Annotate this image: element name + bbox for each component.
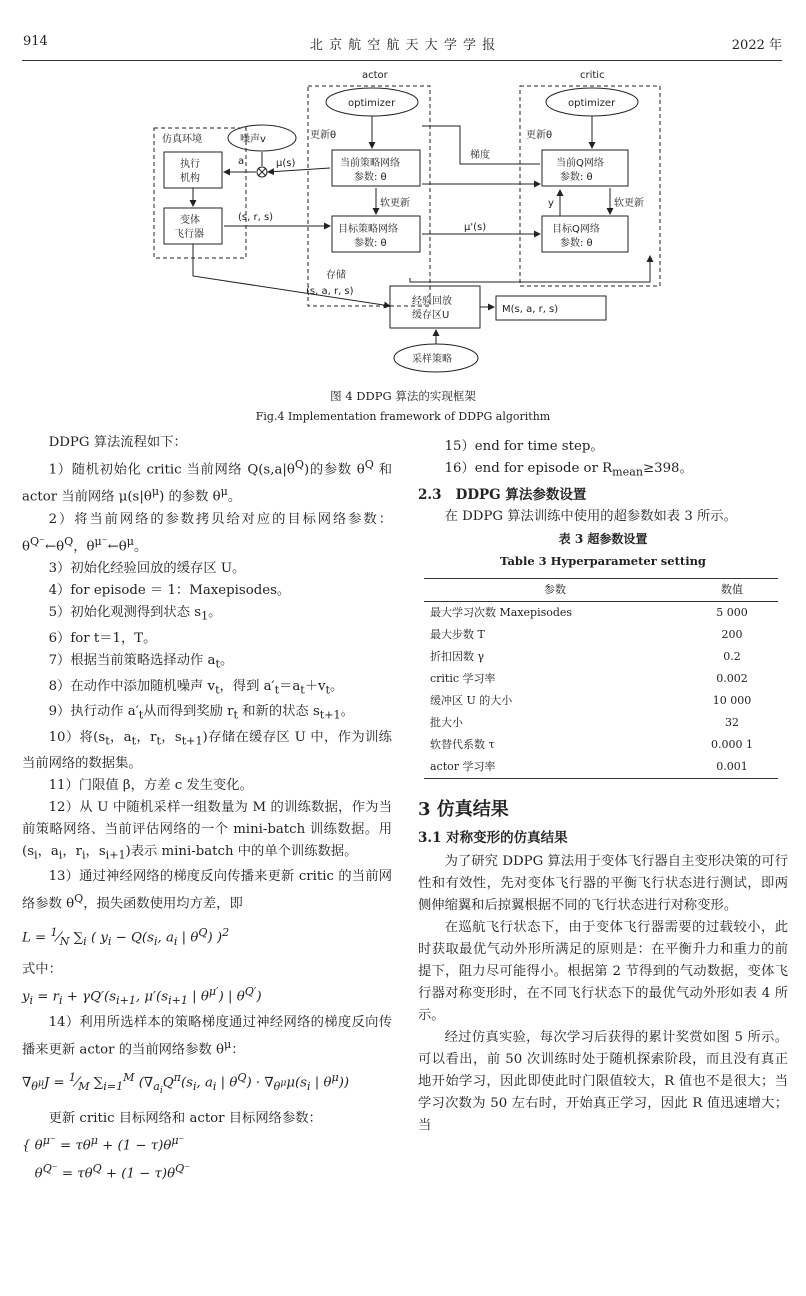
- gradient-label: 梯度: [470, 150, 490, 161]
- policy-gradient-equation: $\nabla_{\theta^\mu}J$ = $^1⁄_M$ $\sum_{i=1}^M$ ($\nabla_{a_i}Q^\pi(s_i$, $a_i$ | $\theta^Q) \cdot \nabla_{\theta^\mu}\mu(s_i$ | $\theta^\mu$)): [22, 1071, 350, 1097]
- section-2-3-heading: 2.3 DDPG 算法参数设置: [418, 486, 587, 503]
- soft-update-equation: { $\theta^{\mu^-} = \tau\theta^\mu + (1 - \tau)\theta^{\mu^-}$ $\theta^{Q^-} = \tau\theta^Q + (1 - \tau)\theta^{Q^-}$: [22, 1134, 191, 1182]
- header-rule: [22, 60, 782, 61]
- cur-q-line-1: 当前Q网络: [556, 158, 604, 169]
- target-equation: $y_i = r_i + \gamma Q'(s_{i+1}$, $\mu'(s_{i+1}$ | $\theta^{\mu'}$) | $\theta^{Q'}$): [22, 984, 262, 1007]
- critic-label: critic: [580, 70, 605, 81]
- actuator-line-1: 执行: [180, 159, 200, 170]
- soft-update-1: 软更新: [380, 198, 410, 209]
- figure-caption-en: Fig.4 Implementation framework of DDPG algorithm: [255, 410, 551, 423]
- figure-caption-cn: 图 4 DDPG 算法的实现框架: [330, 389, 476, 403]
- cur-policy-line-1: 当前策略网络: [340, 158, 400, 169]
- y-i-label: y: [548, 198, 554, 209]
- actuator-line-2: 机构: [180, 173, 200, 184]
- actor-label: actor: [362, 70, 388, 81]
- step-6: 6）for t＝1，T。: [48, 630, 157, 646]
- buffer-line-2: 缓存区U: [412, 310, 450, 321]
- step-7: 7）根据当前策略选择动作 $a_t$。: [48, 652, 234, 671]
- table-header-value: 数值: [686, 578, 778, 601]
- step-5: 5）初始化观测得到状态 $s_1$。: [48, 605, 222, 623]
- store-label: 存储: [326, 270, 346, 281]
- table-title-en: Table 3 Hyperparameter setting: [500, 553, 706, 568]
- step-13: 13）通过神经网络的梯度反向传播来更新 critic 的当前网络参数 $\theta^Q$，损失函数使用均方差，即: [22, 869, 392, 912]
- soft-update-2: 软更新: [614, 198, 644, 209]
- step-12: 12）从 U 中随机采样一组数量为 M 的训练数据，作为当前策略网络、当前评估网络的一个 mini-batch 训练数据。用($s_i$，$a_i$，$r_i$，$s_{i+1}$)表示 mini-batch 中的单个训练数据。: [22, 799, 392, 862]
- buffer-line-1: 经验回放: [412, 296, 452, 307]
- step-10: 10）将($s_t$，$a_t$，$r_t$，$s_{t+1}$)存储在缓存区 U 中，作为训练当前网络的数据集。: [22, 729, 392, 771]
- section-3-1-heading: 3.1 对称变形的仿真结果: [418, 829, 568, 846]
- step-8: 8）在动作中添加随机噪声 $v_t$，得到 $a'_t=a_t+v_t$。: [48, 678, 344, 697]
- env-label: 仿真环境: [162, 134, 202, 145]
- algo-intro: DDPG 算法流程如下：: [48, 435, 187, 450]
- cur-policy-line-2: 参数: θ: [354, 172, 387, 183]
- section-2-3-text: 在 DDPG 算法训练中使用的超参数如表 3 所示。: [444, 508, 737, 524]
- cur-q-line-2: 参数: θ: [560, 172, 593, 183]
- left-column: [22, 432, 392, 1185]
- tgt-policy-line-2: 参数: θ: [354, 238, 387, 249]
- where-label: 式中：: [22, 961, 62, 977]
- paragraph-2: 在巡航飞行状态下，由于变体飞行器需要的过载较小，此时获取最优气动外形所满足的原则是：在平衡升力和重力的前提下，阻力尽可能得小。根据第 2 节得到的气动数据，变体飞行器对称变形时，在不同飞行状态下的最优气动外形如表 4 所示。: [418, 919, 788, 1023]
- loss-equation: $L = ^1⁄_N$ $\sum_i$ ( $y_i - Q(s_i$, $a_i$ | $\theta^Q$) )$^2$: [22, 925, 230, 948]
- tgt-q-line-2: 参数: θ: [560, 238, 593, 249]
- year: 2022 年: [731, 38, 782, 53]
- store-tuple: (s, a, r, s): [306, 286, 354, 297]
- tgt-q-line-1: 目标Q网络: [552, 224, 600, 235]
- step-3: 3）初始化经验回放的缓存区 U。: [48, 561, 246, 577]
- minibatch-label: M(s, a, r, s): [502, 304, 559, 315]
- table-row: 缓冲区 U 的大小 10 000: [430, 693, 752, 707]
- table-row: 最大学习次数 Maxepisodes 5 000: [430, 605, 748, 619]
- table-row: 软替代系数 τ 0.000 1: [430, 737, 754, 751]
- table-row: actor 学习率 0.001: [430, 759, 748, 773]
- table-row: 最大步数 T 200: [430, 627, 743, 641]
- step-15: 15）end for time step。: [444, 439, 604, 454]
- mu-s-label: μ(s): [276, 158, 296, 169]
- sampling-label: 采样策略: [412, 354, 452, 365]
- update-mu-label: 更新θ: [310, 130, 337, 141]
- optimizer-label-1: optimizer: [348, 98, 396, 109]
- paragraph-1: 为了研究 DDPG 算法用于变体飞行器自主变形决策的可行性和有效性，先对变体飞行器的平衡飞行状态进行测试，即两侧伸缩翼和后掠翼根据不同的飞行状态进行对称变形。: [418, 853, 788, 913]
- mu-next-label: μ'(s): [464, 222, 487, 233]
- step-2: 2）将当前网络的参数拷贝给对应的目标网络参数：$\theta^{Q^-}\leftarrow\theta^Q$，$\theta^{\mu^-}\leftarrow\theta^\mu$。: [22, 511, 392, 555]
- soft-update-text: 更新 critic 目标网络和 actor 目标网络参数：: [48, 1111, 322, 1127]
- optimizer-label-2: optimizer: [568, 98, 616, 109]
- step-1: 1）随机初始化 critic 当前网络 $Q(s,a|\theta^Q)$的参数 $\theta^Q$ 和 actor 当前网络 $\mu(s|\theta^\mu)$ 的参数 $\theta^\mu$。: [22, 458, 393, 505]
- table-row: 批大小 32: [430, 715, 740, 729]
- step-16: 16）end for episode or $R_{mean}\ge 398$。: [444, 461, 693, 479]
- aircraft-line-1: 变体: [180, 215, 200, 226]
- paragraph-3: 经过仿真实验，每次学习后获得的累计奖赏如图 5 所示。可以看出，前 50 次训练时处于随机探索阶段，而且没有真正地开始学习，因此即使此时门限值较大，R 值也不是很大；当学习次数为 50 左右时，开始真正学习，因此 R 值迅速增大；当: [418, 1029, 788, 1133]
- journal-title: 北 京 航 空 航 天 大 学 学 报: [309, 38, 497, 53]
- step-14: 14）利用所选样本的策略梯度通过神经网络的梯度反向传播来更新 actor 的当前网络参数 $\theta^\mu$：: [22, 1014, 392, 1058]
- table-row: critic 学习率 0.002: [430, 671, 748, 685]
- transition-label: (s, r, s): [238, 212, 274, 223]
- table-row: 折扣因数 γ 0.2: [430, 649, 741, 663]
- at-label: a: [238, 156, 245, 167]
- replay-buffer-box: [390, 286, 480, 328]
- page-number: 914: [23, 34, 48, 49]
- section-3-heading: 3 仿真结果: [418, 798, 509, 820]
- step-11: 11）门限值 β，方差 c 发生变化。: [48, 777, 253, 793]
- aircraft-line-2: 飞行器: [174, 229, 204, 240]
- hyperparameter-table: [424, 578, 778, 779]
- step-4: 4）for episode ＝ 1：Maxepisodes。: [48, 583, 291, 599]
- step-9: 9）执行动作 $a'_t$从而得到奖励 $r_t$ 和新的状态 $s_{t+1}$。: [48, 704, 354, 722]
- table-header-param: 参数: [424, 578, 686, 601]
- update-q-label: 更新θ: [526, 130, 553, 141]
- tgt-policy-line-1: 目标策略网络: [338, 224, 398, 235]
- ddpg-framework-diagram: [140, 66, 700, 376]
- table-title-cn: 表 3 超参数设置: [558, 531, 648, 546]
- noise-label: 噪声v: [240, 134, 266, 145]
- right-column: [418, 436, 788, 1137]
